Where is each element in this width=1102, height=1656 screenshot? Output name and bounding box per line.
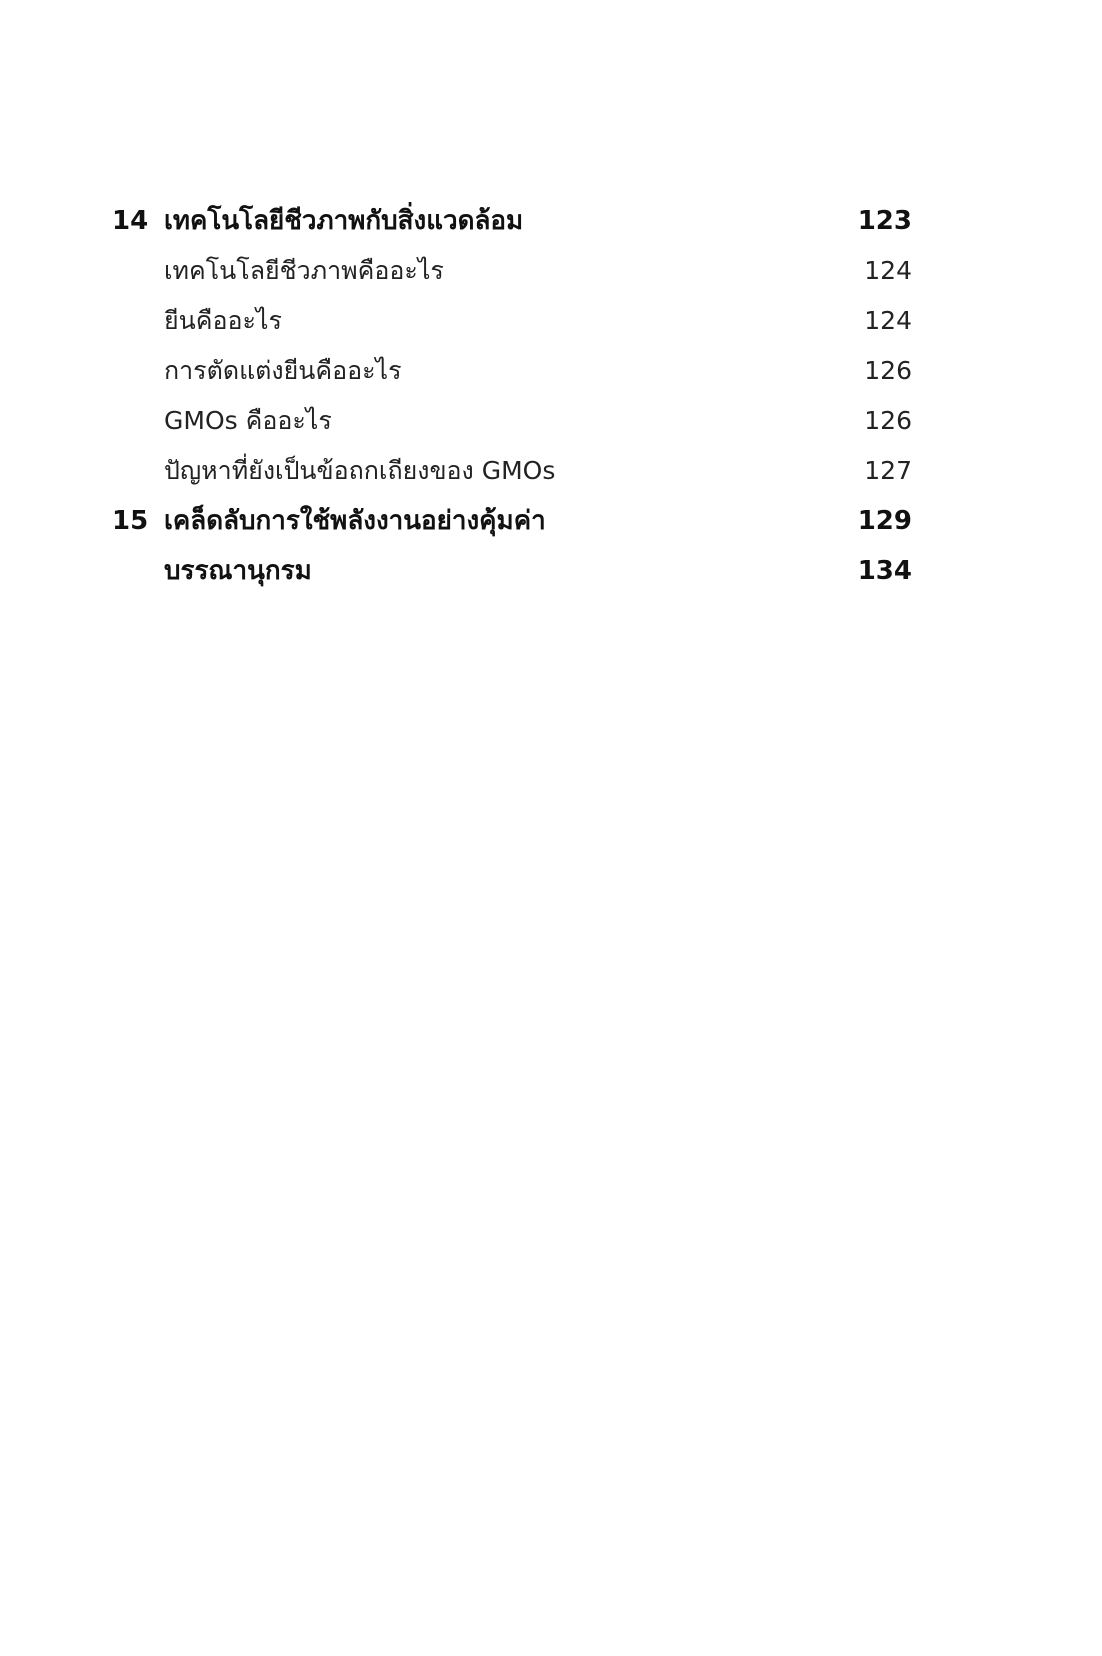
toc-section[interactable] [112, 246, 912, 296]
section-title: การตัดแต่งยีนคืออะไร [164, 356, 402, 385]
chapter-title: เทคโนโลยีชีวภาพกับสิ่งแวดล้อม [164, 206, 524, 236]
section-title: ยีนคืออะไร [164, 306, 282, 335]
page-number: 124 [864, 256, 912, 285]
toc-section[interactable] [112, 346, 912, 396]
page-number: 127 [864, 456, 912, 485]
toc-chapter-15[interactable] [112, 496, 912, 546]
toc-section[interactable] [112, 446, 912, 496]
page-number: 129 [857, 506, 912, 536]
toc-section[interactable] [112, 396, 912, 446]
page-number: 123 [857, 206, 912, 236]
page-number: 126 [864, 356, 912, 385]
chapter-number: 14 [112, 206, 149, 236]
section-title: GMOs คืออะไร [164, 406, 332, 435]
toc-section[interactable] [112, 296, 912, 346]
section-title: ปัญหาที่ยังเป็นข้อถกเถียงของ GMOs [164, 456, 556, 485]
chapter-title: บรรณานุกรม [164, 556, 312, 586]
page-number: 134 [857, 556, 912, 586]
toc-chapter-14[interactable] [112, 196, 912, 246]
chapter-title: เคล็ดลับการใช้พลังงานอย่างคุ้มค่า [164, 506, 546, 536]
toc-bibliography[interactable] [112, 546, 912, 596]
section-title: เทคโนโลยีชีวภาพคืออะไร [164, 256, 444, 285]
page-number: 124 [864, 306, 912, 335]
table-of-contents [112, 196, 912, 596]
chapter-number: 15 [112, 506, 149, 536]
page-number: 126 [864, 406, 912, 435]
